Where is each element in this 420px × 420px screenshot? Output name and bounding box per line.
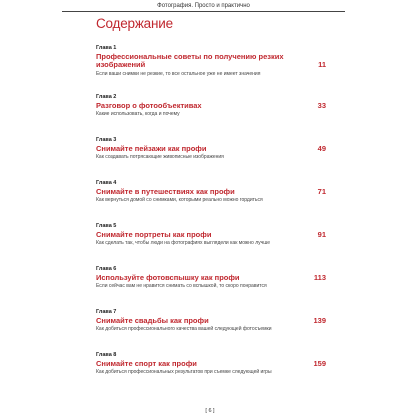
toc-entry-chapter-6[interactable] [96, 266, 326, 289]
chapter-label: Глава 8 [96, 352, 117, 358]
chapter-description: Как создавать потрясающие живописные изображения [96, 154, 224, 160]
page-number: [ 6 ] [205, 408, 215, 414]
chapter-page-number[interactable]: 113 [313, 273, 326, 282]
chapter-title[interactable]: Снимайте в путешествиях как профи [96, 186, 235, 196]
chapter-description: Как сделать так, чтобы люди на фотографиях выглядели как можно лучше [96, 240, 271, 246]
chapter-title[interactable]: Снимайте пейзажи как профи [96, 143, 207, 153]
chapter-title[interactable]: Используйте фотовспышку как профи [96, 272, 240, 282]
chapter-description: Как добиться профессиональных результатов при съемке следующей игры [96, 369, 272, 375]
chapter-page-number[interactable]: 139 [313, 316, 326, 325]
chapter-label: Глава 7 [96, 309, 117, 315]
toc-entry-chapter-8[interactable] [96, 352, 326, 375]
chapter-page-number[interactable]: 159 [313, 359, 326, 368]
chapter-title[interactable]: Снимайте портреты как профи [96, 229, 212, 239]
chapter-page-number[interactable]: 11 [318, 60, 326, 69]
chapter-page-number[interactable]: 33 [317, 101, 326, 110]
chapter-label: Глава 5 [96, 223, 117, 229]
chapter-title[interactable]: Профессиональные советы по получению резких изображений [96, 51, 284, 69]
page-title: Содержание [96, 16, 173, 31]
toc-entry-chapter-5[interactable] [96, 223, 326, 246]
chapter-description: Как вернуться домой со снимками, которыми реально можно гордиться [96, 197, 263, 203]
toc-entry-chapter-1[interactable] [96, 45, 326, 77]
chapter-label: Глава 2 [96, 94, 117, 100]
chapter-description: Если ваши снимки не резкие, то все остальное уже не имеет значения [96, 70, 261, 77]
running-header-text: Фотография. Просто и практично [157, 3, 250, 9]
chapter-page-number[interactable]: 91 [317, 230, 326, 239]
chapter-title[interactable]: Разговор о фотообъективах [96, 100, 202, 110]
chapter-description: Какие использовать, когда и почему [96, 111, 180, 117]
chapter-page-number[interactable]: 71 [317, 187, 326, 196]
toc-entry-chapter-7[interactable] [96, 309, 326, 332]
chapter-title[interactable]: Снимайте спорт как профи [96, 358, 197, 368]
chapter-label: Глава 3 [96, 137, 117, 143]
toc-entry-chapter-2[interactable] [96, 94, 326, 117]
chapter-label: Глава 6 [96, 266, 117, 272]
toc-entry-chapter-3[interactable] [96, 137, 326, 160]
toc-entry-chapter-4[interactable] [96, 180, 326, 203]
chapter-label: Глава 4 [96, 180, 117, 186]
chapter-title[interactable]: Снимайте свадьбы как профи [96, 315, 209, 325]
chapter-label: Глава 1 [96, 45, 117, 51]
running-header [62, 2, 345, 12]
chapter-page-number[interactable]: 49 [317, 144, 326, 153]
chapter-description: Если сейчас вам не нравится снимать со вспышкой, то скоро понравится [96, 283, 267, 289]
chapter-description: Как добиться профессионального качества вашей следующей фотосъемки [96, 326, 272, 332]
